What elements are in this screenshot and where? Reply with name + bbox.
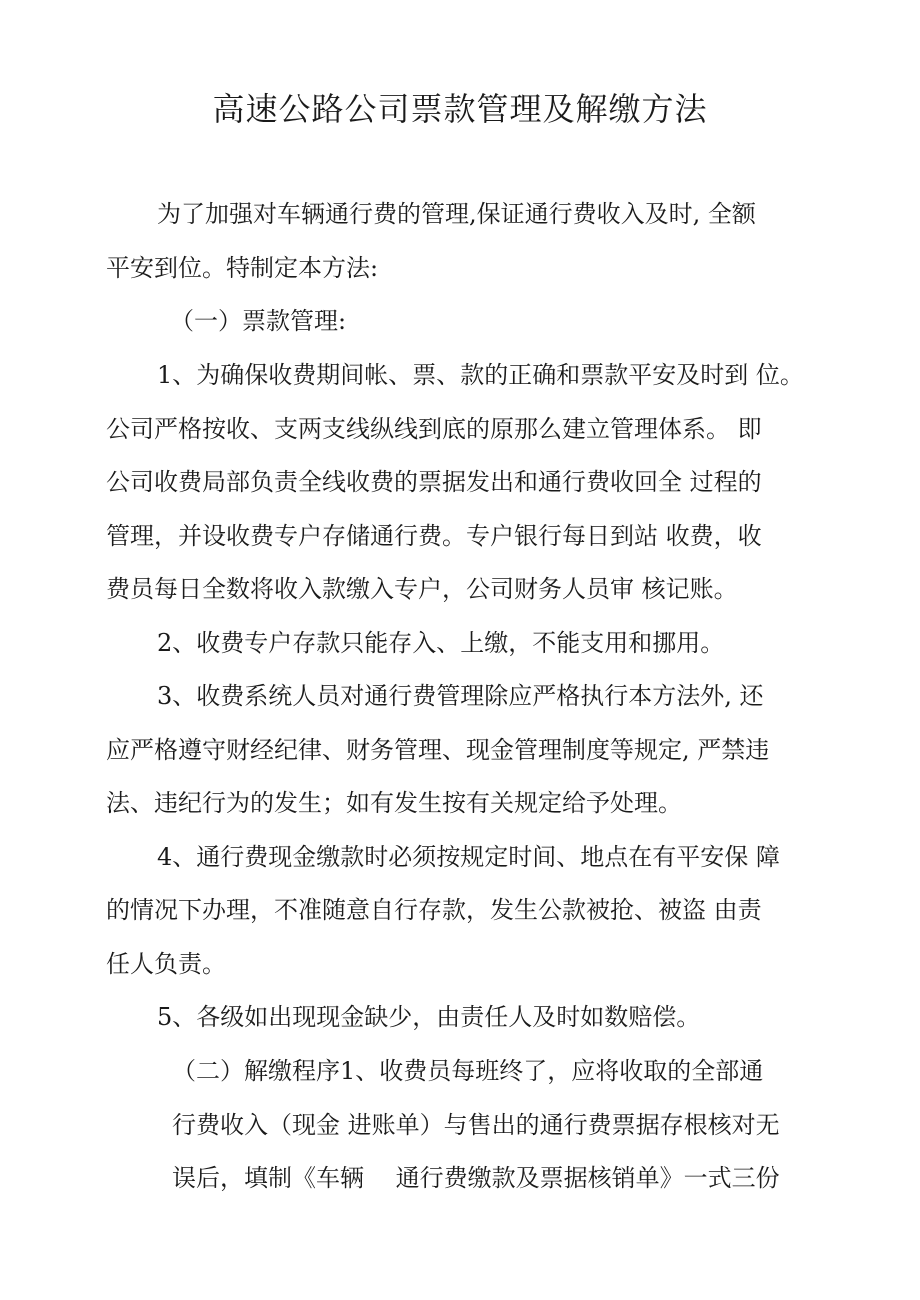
paragraph-line: 管理，并设收费专户存储通行费。专户银行每日到站 收费，收: [106, 522, 762, 550]
paragraph-line: 行费收入（现金 进账单）与售出的通行费票据存根核对无: [172, 1111, 780, 1139]
paragraph-line: 应严格遵守财经纪律、财务管理、现金管理制度等规定, 严禁违: [106, 736, 770, 764]
paragraph-line: 5、各级如出现现金缺少，由责任人及时如数赔偿。: [157, 1003, 701, 1031]
paragraph-line: 任人负责。: [106, 950, 226, 978]
paragraph-line: 公司严格按收、支两支线纵线到底的原那么建立管理体系。 即: [106, 415, 762, 443]
paragraph-line: 为了加强对车辆通行费的管理,保证通行费收入及时, 全额: [157, 200, 756, 228]
section-heading: （二）解缴程序1、收费员每班终了，应将收取的全部通: [172, 1057, 764, 1085]
paragraph-line: 4、通行费现金缴款时必须按规定时间、地点在有平安保 障: [157, 843, 780, 871]
paragraph-line: 法、违纪行为的发生；如有发生按有关规定给予处理。: [106, 789, 682, 817]
paragraph-line: 1、为确保收费期间帐、票、款的正确和票款平安及时到 位。: [157, 361, 804, 389]
paragraph-line: 2、收费专户存款只能存入、上缴，不能支用和挪用。: [157, 629, 725, 657]
document-title: 高速公路公司票款管理及解缴方法: [212, 90, 708, 128]
paragraph-line: 误后，填制《车辆 通行费缴款及票据核销单》一式三份: [172, 1164, 780, 1192]
paragraph-line: 平安到位。特制定本方法:: [106, 254, 379, 282]
paragraph-line: 的情况下办理，不准随意自行存款，发生公款被抢、被盗 由责: [106, 896, 762, 924]
paragraph-line: 3、收费系统人员对通行费管理除应严格执行本方法外, 还: [157, 682, 764, 710]
section-heading: （一）票款管理:: [170, 307, 347, 335]
paragraph-line: 公司收费局部负责全线收费的票据发出和通行费收回全 过程的: [106, 468, 762, 496]
paragraph-line: 费员每日全数将收入款缴入专户，公司财务人员审 核记账。: [106, 575, 738, 603]
